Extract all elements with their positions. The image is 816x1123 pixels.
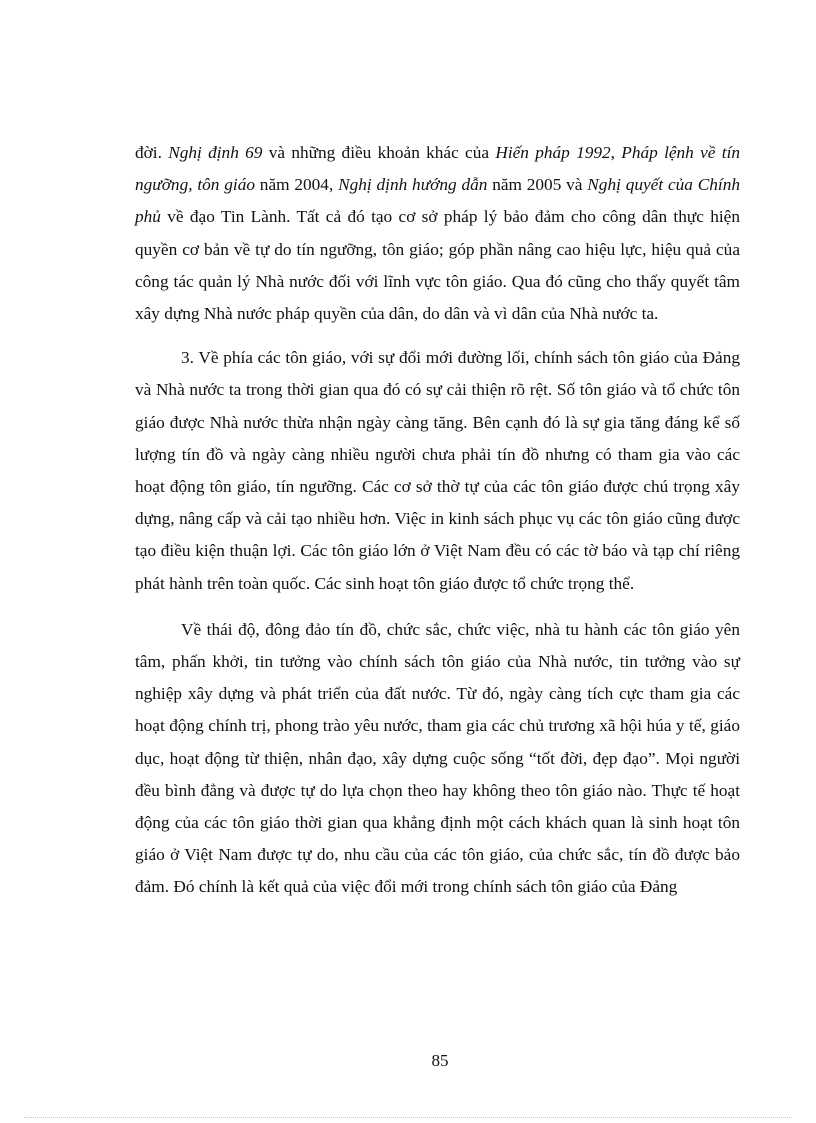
- paragraph-2: 3. Về phía các tôn giáo, với sự đổi mới đường lối, chính sách tôn giáo của Đảng và Nhà nước ta trong thời gian qua đó có sự cải thiện rõ rệt. Số tôn giáo và tổ chức tôn giáo được Nhà nước thừa nhận ngày càng tăng. Bên cạnh đó là sự gia tăng đáng kể số lượng tín đồ và ngày càng nhiều người chưa phải tín đồ nhưng có tham gia vào các hoạt động tôn giáo, tín ngưỡng. Các cơ sở thờ tự của các tôn giáo được chú trọng xây dựng, nâng cấp và cải tạo nhiều hơn. Việc in kinh sách phục vụ các tôn giáo cũng được tạo điều kiện thuận lợi. Các tôn giáo lớn ở Việt Nam đều có các tờ báo và tạp chí riêng phát hành trên toàn quốc. Các sinh hoạt tôn giáo được tổ chức trọng thể.: [135, 348, 740, 593]
- p1-text-2: và những điều khoản khác của: [262, 143, 496, 162]
- p1-text-1: đời.: [135, 143, 169, 162]
- p1-italic-government-resolution: Nghị quyết của Chính phủ: [135, 175, 740, 227]
- p1-italic-decree-69: Nghị định 69: [168, 143, 263, 162]
- p1-text-5: năm 2005 và: [487, 175, 588, 195]
- p1-text-3: ,: [610, 143, 622, 162]
- page-number: 85: [431, 1051, 449, 1070]
- body-text: [135, 137, 740, 918]
- paragraph-1: [135, 137, 740, 330]
- p1-italic-ordinance: Pháp lệnh về tín ngưỡng, tôn giáo: [135, 143, 741, 195]
- p1-italic-guiding-decree: Nghị dịnh hướng dẫn: [338, 175, 488, 195]
- p1-text-4: năm 2004,: [254, 175, 339, 195]
- p1-text-6: về đạo Tin Lành. Tất cả đó tạo cơ sở pháp lý bảo đảm cho công dân thực hiện quyền cơ bản về tự do tín ngưỡng, tôn giáo; góp phần nâng cao hiệu lực, hiệu quả của công tác quản lý Nhà nước đối với lĩnh vực tôn giáo. Qua đó cũng cho thấy quyết tâm xây dựng Nhà nước pháp quyền của dân, do dân và vì dân của Nhà nước ta.: [135, 207, 740, 324]
- paragraph-3: Về thái độ, đông đảo tín đồ, chức sắc, chức việc, nhà tu hành các tôn giáo yên tâm, phấn khởi, tin tưởng vào chính sách tôn giáo của Nhà nước, tin tưởng vào sự nghiệp xây dựng và phát triển của đất nước. Từ đó, ngày càng tích cực tham gia các hoạt động chính trị, phong trào yêu nước, tham gia các chủ trương xã hội húa y tế, giáo dục, hoạt động từ thiện, nhân đạo, xây dựng cuộc sống “tốt đời, đẹp đạo”. Mọi người đều bình đẳng và được tự do lựa chọn theo hay không theo tôn giáo nào. Thực tế hoạt động của các tôn giáo thời gian qua khẳng định một cách khách quan là sinh hoạt tôn giáo ở Việt Nam được tự do, nhu cầu của các tôn giáo, của chức sắc, tín đồ được bảo đảm. Đó chính là kết quả của việc đổi mới trong chính sách tôn giáo của Đảng: [135, 619, 740, 897]
- page-bottom-divider: [24, 1117, 792, 1118]
- p1-italic-constitution-1992: Hiến pháp 1992: [495, 143, 611, 162]
